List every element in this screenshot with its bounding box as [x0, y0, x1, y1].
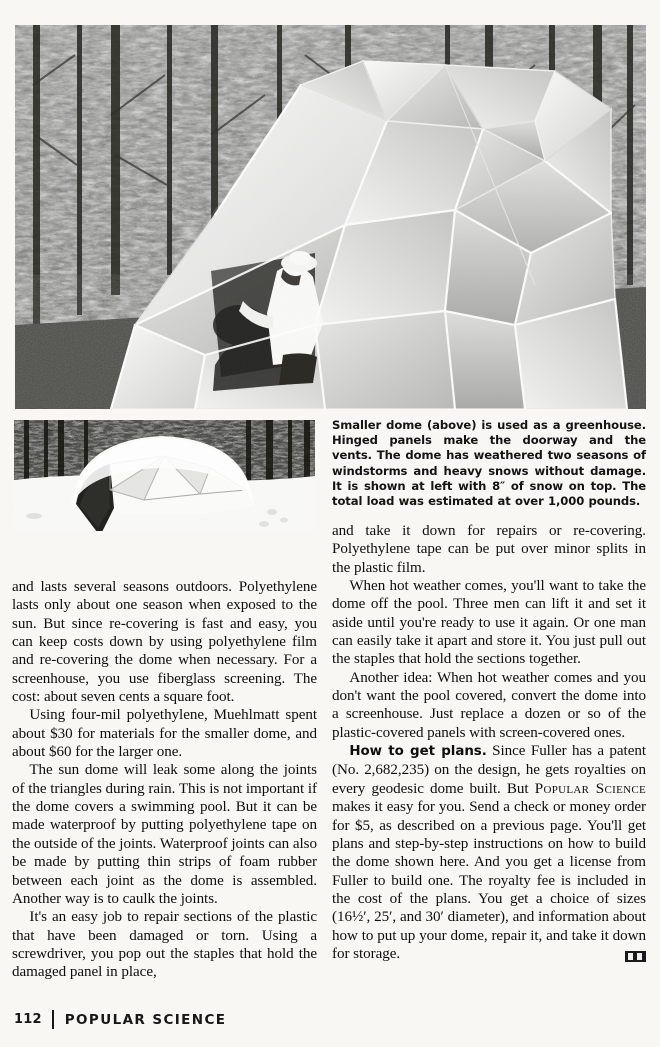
- page-number: 112: [14, 1012, 42, 1027]
- paragraph-text: Since Fuller has a patent (No. 2,682,235) on the design, he gets royalties on every geodesic dome built. But: [332, 743, 646, 797]
- magazine-name-smallcaps: Popular Science: [534, 780, 646, 797]
- paragraph: Using four-mil polyethylene, Muehlmatt spent about $30 for materials for the smaller dome, and about $60 for the larger one.: [12, 707, 317, 761]
- footer-divider: [52, 1010, 54, 1029]
- paragraph: It's an easy job to repair sections of the plastic that have been damaged or torn. Using a screwdriver, you pop out the staples that hold the damaged panel in place,: [12, 909, 317, 981]
- paragraph: The sun dome will leak some along the joints of the triangles during rain. This is not important if the dome covers a swimming pool. But it can be made waterproof by putting polyethylene tape on the outside of the joints. Waterproof joints can also be made by putting thin strips of foam rubber between each joint as the dome is assembled. Another way is to caulk the joints.: [12, 762, 317, 907]
- end-of-article-mark: [625, 951, 646, 962]
- paragraph-how-to-get-plans: [332, 742, 646, 963]
- geodesic-dome-greenhouse-photo: [15, 25, 646, 409]
- paragraph-text: makes it easy for you. Send a check or money order for $5, as described on a previous page. You'll get plans and step-by-step instructions on how to build the dome shown here. And you get a license from Fuller to build one. The royalty fee is included in the cost of the plans. You get a choice of sizes (16½′, 25′, and 30′ diameter), and information about how to put up your dome, repair it, and take it down for storage.: [332, 799, 646, 962]
- paragraph: Another idea: When hot weather comes and you don't want the pool covered, convert the dome into a screenhouse. Just replace a dozen or so of the plastic-covered panels with screen-covered ones.: [332, 669, 646, 741]
- page-footer: [14, 1010, 226, 1029]
- snow-covered-dome-photo: [14, 420, 315, 531]
- paragraph: and lasts several seasons outdoors. Polyethylene lasts only about one season when exposed to the sun. But since re-covering is fast and easy, you can keep costs down by using polyethylene film and re-covering the dome when necessary. For a screenhouse, you use fiberglass screening. The cost: about seven cents a square foot.: [12, 579, 317, 706]
- paragraph: When hot weather comes, you'll want to take the dome off the pool. Three men can lift it and set it aside until you're ready to use it again. Or one man can easily take it apart and store it. You just pull out the staples that hold the sections together.: [332, 578, 646, 668]
- photo-caption: Smaller dome (above) is used as a greenhouse. Hinged panels make the doorway and the vents. The dome has weathered two seasons of windstorms and heavy snows without damage. It is shown at left with 8″ of snow on top. The total load was estimated at over 1,000 pounds.: [332, 418, 646, 509]
- dome-photo-graphic: [15, 25, 646, 409]
- paragraph: and take it down for repairs or re-covering. Polyethylene tape can be put over minor splits in the plastic film.: [332, 523, 646, 576]
- body-column-left: [12, 578, 317, 982]
- magazine-title: POPULAR SCIENCE: [64, 1011, 227, 1028]
- body-column-right: [332, 522, 646, 963]
- subhead-how-to-get-plans: How to get plans.: [349, 744, 487, 760]
- snow-dome-photo-graphic: [14, 420, 315, 531]
